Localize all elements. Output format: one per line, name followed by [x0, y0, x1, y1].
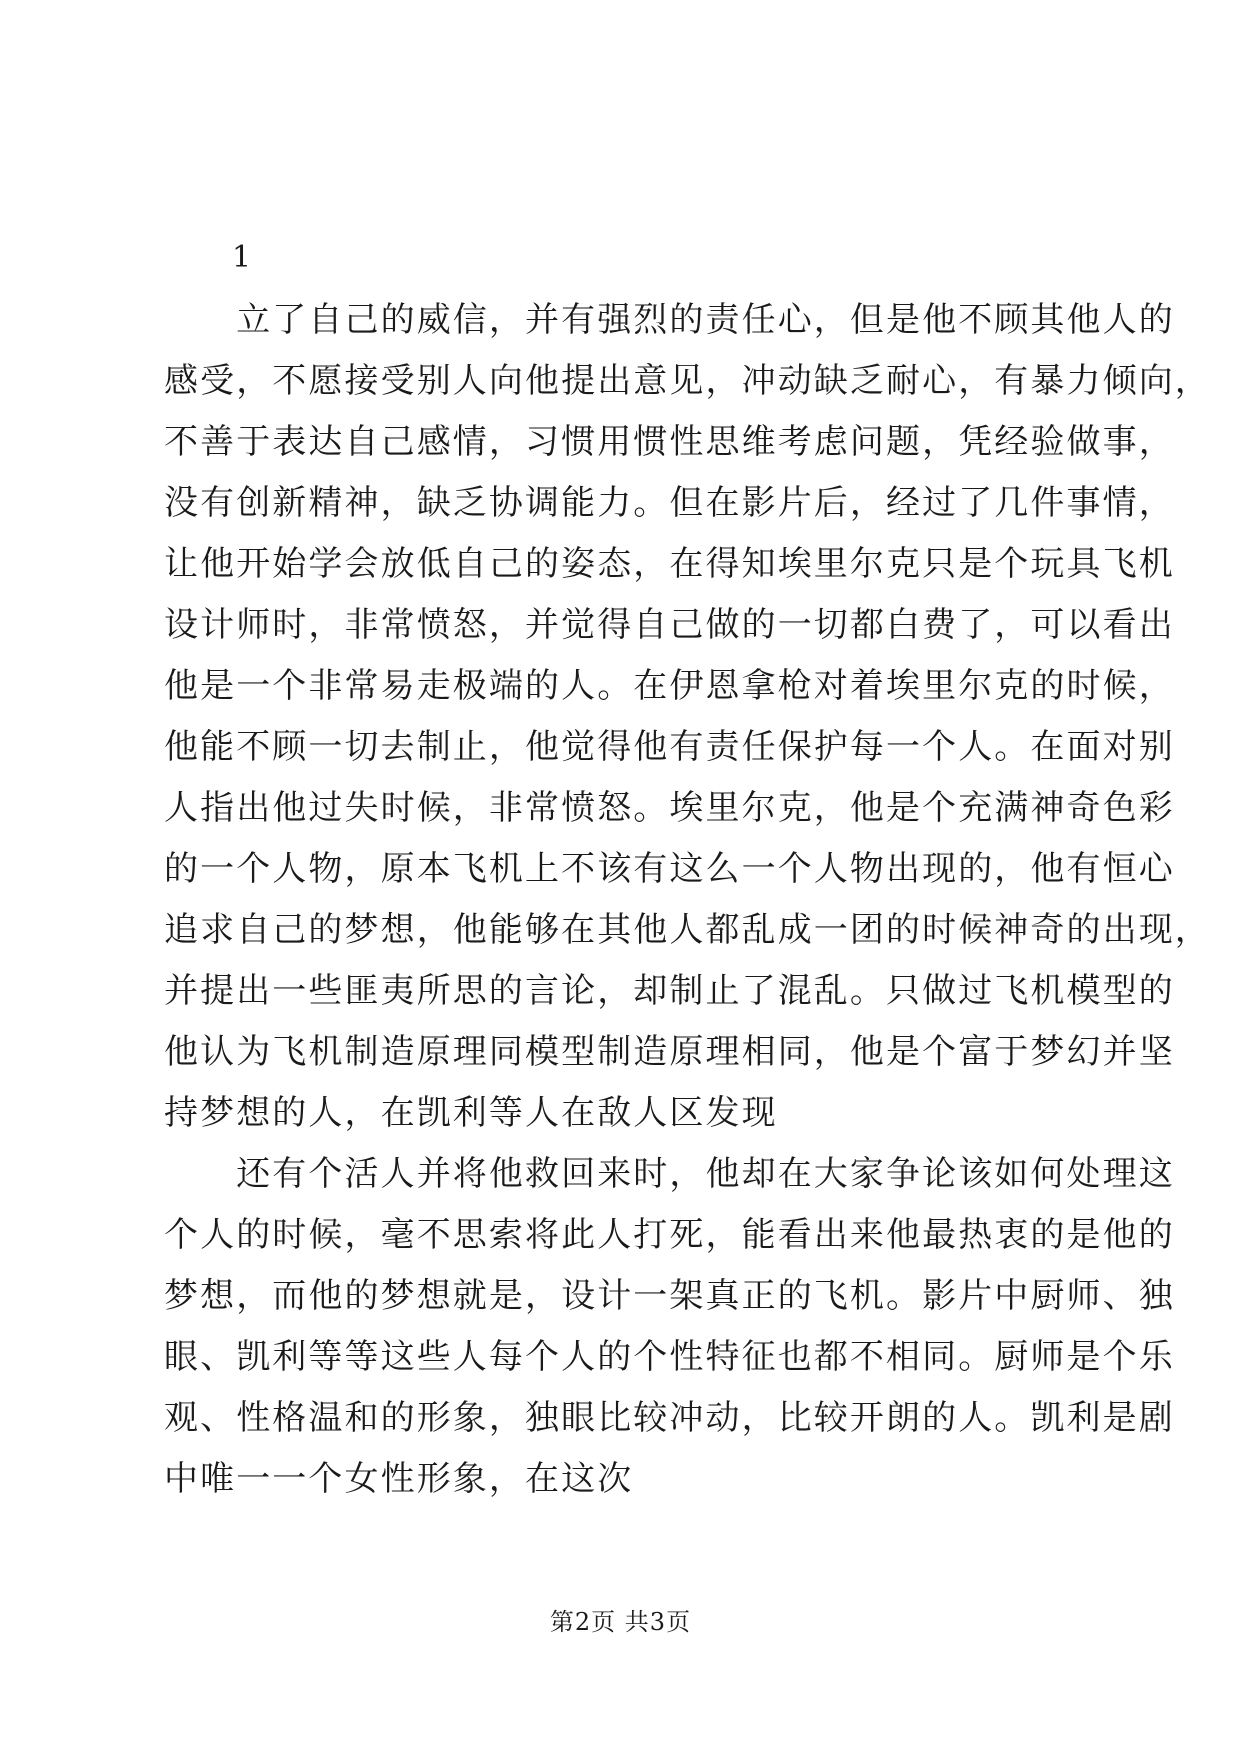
- text-line: 让他开始学会放低自己的姿态，在得知埃里尔克只是个玩具飞机: [164, 544, 1175, 584]
- text-line: 他认为飞机制造原理同模型制造原理相同，他是个富于梦幻并坚: [164, 1032, 1175, 1072]
- text-line: 观、性格温和的形象，独眼比较冲动，比较开朗的人。凯利是剧: [164, 1398, 1175, 1438]
- text-line: 感受，不愿接受别人向他提出意见，冲动缺乏耐心，有暴力倾向，: [164, 361, 1211, 401]
- text-line: 持梦想的人，在凯利等人在敌人区发现: [164, 1093, 778, 1133]
- text-line: 不善于表达自己感情，习惯用惯性思维考虑问题，凭经验做事，: [164, 422, 1175, 462]
- text-line: 眼、凯利等等这些人每个人的个性特征也都不相同。厨师是个乐: [164, 1337, 1175, 1377]
- text-line: 个人的时候，毫不思索将此人打死，能看出来他最热衷的是他的: [164, 1215, 1175, 1255]
- text-line: 中唯一一个女性形象，在这次: [164, 1459, 634, 1499]
- page-footer: 第2页 共3页: [549, 1608, 692, 1636]
- text-line: 的一个人物，原本飞机上不该有这么一个人物出现的，他有恒心: [164, 849, 1175, 889]
- text-line: 并提出一些匪夷所思的言论，却制止了混乱。只做过飞机模型的: [164, 971, 1175, 1011]
- page-marker: 1: [232, 240, 252, 275]
- text-line: 设计师时，非常愤怒，并觉得自己做的一切都白费了，可以看出: [164, 605, 1175, 645]
- text-line: 梦想，而他的梦想就是，设计一架真正的飞机。影片中厨师、独: [164, 1276, 1175, 1316]
- text-line: 追求自己的梦想，他能够在其他人都乱成一团的时候神奇的出现，: [164, 910, 1211, 950]
- text-line: 立了自己的威信，并有强烈的责任心，但是他不顾其他人的: [164, 300, 1175, 340]
- text-line: 人指出他过失时候，非常愤怒。埃里尔克，他是个充满神奇色彩: [164, 788, 1175, 828]
- text-line: 他能不顾一切去制止，他觉得他有责任保护每一个人。在面对别: [164, 727, 1175, 767]
- text-line: 没有创新精神，缺乏协调能力。但在影片后，经过了几件事情，: [164, 483, 1175, 523]
- text-line: 他是一个非常易走极端的人。在伊恩拿枪对着埃里尔克的时候，: [164, 666, 1175, 706]
- text-line: 还有个活人并将他救回来时，他却在大家争论该如何处理这: [164, 1154, 1175, 1194]
